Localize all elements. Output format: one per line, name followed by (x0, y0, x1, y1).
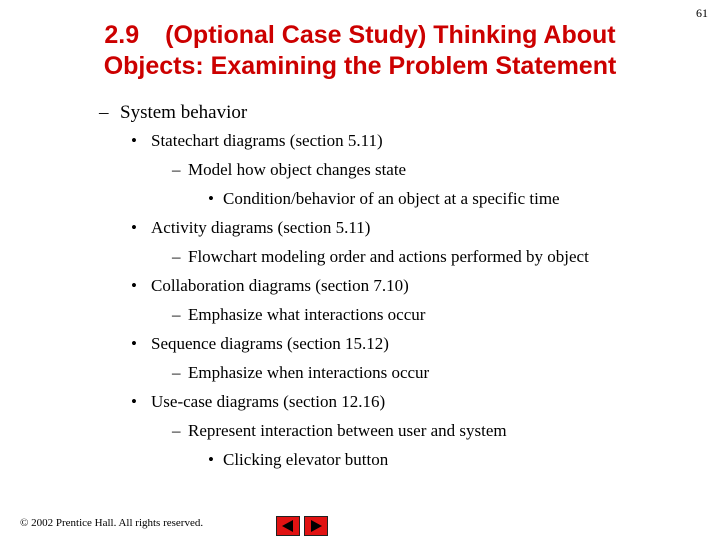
bullet-marker: • (208, 450, 214, 469)
outline-item-level-3 (172, 160, 406, 180)
outline-item-level-2 (131, 276, 409, 296)
outline-item-text: Condition/behavior of an object at a specific time (223, 189, 560, 208)
bullet-marker: • (131, 392, 137, 411)
outline-item-level-2 (131, 218, 370, 238)
outline-item-level-4 (208, 450, 388, 470)
outline-item-level-2 (131, 392, 385, 412)
bullet-marker: • (208, 189, 214, 208)
copyright-footer: © 2002 Prentice Hall. All rights reserved. (20, 517, 204, 529)
outline-item-level-3 (172, 421, 507, 441)
outline-item-level-1 (99, 102, 247, 124)
slide-navigation (276, 516, 328, 536)
bullet-marker: • (131, 276, 137, 295)
title-text-1: (Optional Case Study) Thinking About (165, 21, 616, 49)
next-slide-button[interactable] (304, 516, 328, 536)
dash-marker: – (172, 421, 181, 440)
outline-item-text: Emphasize when interactions occur (188, 363, 430, 382)
bullet-marker: • (131, 218, 137, 237)
outline-item-text: Model how object changes state (188, 160, 407, 179)
section-number: 2.9 (104, 21, 140, 49)
dash-marker: – (172, 305, 181, 324)
outline-item-text: Represent interaction between user and system (188, 421, 507, 440)
outline-item-level-2 (131, 334, 389, 354)
outline-item-level-2 (131, 131, 383, 151)
slide-title (0, 20, 720, 82)
outline-item-level-3 (172, 305, 425, 325)
outline-item-text: Flowchart modeling order and actions performed by object (188, 247, 589, 266)
dash-marker: – (99, 102, 109, 123)
outline-item-level-3 (172, 247, 589, 267)
outline-item-text: Statechart diagrams (section 5.11) (151, 131, 383, 150)
title-line-2: Objects: Examining the Problem Statement (103, 52, 617, 80)
outline-item-text: System behavior (120, 102, 248, 123)
outline-item-text: Emphasize what interactions occur (188, 305, 426, 324)
dash-marker: – (172, 247, 181, 266)
outline-item-text: Activity diagrams (section 5.11) (151, 218, 371, 237)
outline-item-level-3 (172, 363, 429, 383)
bullet-marker: • (131, 131, 137, 150)
outline-item-text: Sequence diagrams (section 15.12) (151, 334, 389, 353)
arrow-left-icon (280, 519, 296, 533)
bullet-marker: • (131, 334, 137, 353)
outline-item-text: Clicking elevator button (223, 450, 389, 469)
page-number: 61 (696, 6, 708, 20)
title-line-1 (0, 20, 720, 51)
outline-item-level-4 (208, 189, 560, 209)
previous-slide-button[interactable] (276, 516, 300, 536)
arrow-right-icon (308, 519, 324, 533)
outline-item-text: Collaboration diagrams (section 7.10) (151, 276, 409, 295)
dash-marker: – (172, 363, 181, 382)
dash-marker: – (172, 160, 181, 179)
outline-item-text: Use-case diagrams (section 12.16) (151, 392, 386, 411)
